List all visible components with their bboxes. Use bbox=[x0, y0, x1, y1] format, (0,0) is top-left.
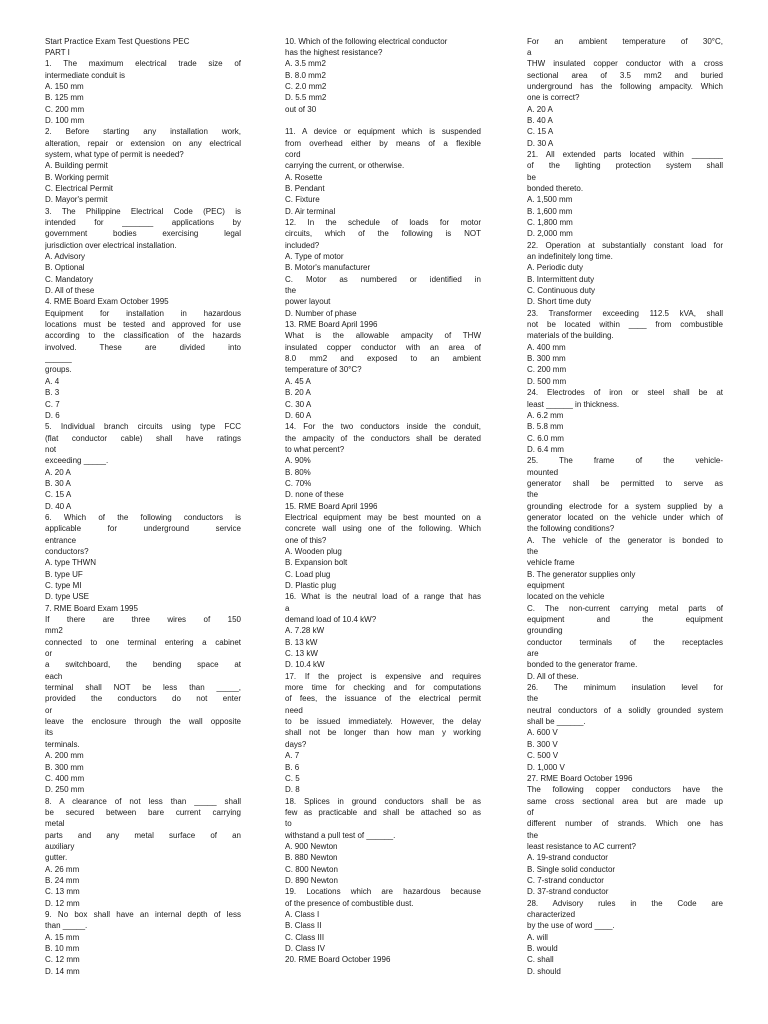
text-line: days? bbox=[285, 739, 307, 749]
text-line: A. Rosette bbox=[285, 172, 323, 182]
text-line: mm2 bbox=[45, 626, 63, 636]
text-line: the bbox=[527, 490, 539, 500]
text-line: C. shall bbox=[527, 955, 554, 965]
text-line: A. Periodic duty bbox=[527, 263, 584, 273]
text-line: C. 70% bbox=[285, 478, 312, 488]
text-line: 14. For the two conductors inside the conduit, bbox=[285, 422, 481, 432]
text-line: groups. bbox=[45, 365, 72, 375]
text-line: A. The vehicle of the generator is bonded to bbox=[527, 535, 723, 545]
text-line: C. 12 mm bbox=[45, 955, 80, 965]
text-line: B. 300 mm bbox=[527, 354, 566, 364]
text-line: C. 800 Newton bbox=[285, 864, 338, 874]
text-line: D. Air terminal bbox=[285, 206, 336, 216]
text-line: conductors? bbox=[45, 546, 89, 556]
text-line: C. 13 mm bbox=[45, 887, 80, 897]
text-line: or bbox=[45, 649, 53, 659]
text-line: B. 300 V bbox=[527, 739, 558, 749]
text-line: B. 5.8 mm bbox=[527, 422, 564, 432]
text-line: C. 500 V bbox=[527, 751, 559, 761]
text-line: D. 100 mm bbox=[45, 115, 85, 125]
text-line: few as practicable and shall be attached so as bbox=[285, 807, 481, 817]
text-line: 10. Which of the following electrical conductor bbox=[285, 36, 448, 46]
text-line: C. 7 bbox=[45, 399, 60, 409]
text-line: C. Mandatory bbox=[45, 274, 94, 284]
text-line: C. 6.0 mm bbox=[527, 433, 564, 443]
text-line: auxiliary bbox=[45, 841, 75, 851]
text-line: circuits, which of the following is NOT bbox=[285, 229, 481, 239]
text-line: A. 15 mm bbox=[45, 932, 80, 942]
text-line: involved. These are divided into bbox=[45, 342, 241, 352]
text-line: Start Practice Exam Test Questions PEC bbox=[45, 36, 190, 46]
text-line: D. All of these. bbox=[527, 671, 579, 681]
text-line: For an ambient temperature of 30°C, bbox=[527, 36, 723, 46]
text-line: temperature of 30°C? bbox=[285, 365, 362, 375]
text-line: C. The non-current carrying metal parts of bbox=[527, 603, 723, 613]
text-line: 17. If the project is expensive and requires bbox=[285, 671, 481, 681]
text-line: 5. Individual branch circuits using type FCC bbox=[45, 422, 241, 432]
text-line: 8. A clearance of not less than _____ shall bbox=[45, 796, 241, 806]
text-line: materials of the building. bbox=[527, 331, 614, 341]
text-line: A. 90% bbox=[285, 456, 311, 466]
text-line: withstand a pull test of ______. bbox=[285, 830, 396, 840]
text-line: 27. RME Board October 1996 bbox=[527, 773, 633, 783]
text-line: or bbox=[45, 705, 53, 715]
text-line: entrance bbox=[45, 535, 77, 545]
text-line: B. 20 A bbox=[285, 388, 311, 398]
text-line: need bbox=[285, 705, 303, 715]
text-line: B. 24 mm bbox=[45, 875, 80, 885]
text-line: B. Pendant bbox=[285, 183, 325, 193]
text-line: generator located on the vehicle under which of bbox=[527, 512, 723, 522]
text-line: A. 7.28 kW bbox=[285, 626, 325, 636]
text-line: C. 2.0 mm2 bbox=[285, 81, 327, 91]
column-2 bbox=[285, 36, 481, 966]
text-line: D. 12 mm bbox=[45, 898, 80, 908]
text-line: D. 6 bbox=[45, 410, 60, 420]
text-line: has the highest resistance? bbox=[285, 47, 383, 57]
text-line: the bbox=[527, 694, 539, 704]
text-line: A. 26 mm bbox=[45, 864, 80, 874]
text-line: B. 880 Newton bbox=[285, 853, 338, 863]
text-line: B. 80% bbox=[285, 467, 311, 477]
text-line: B. Motor's manufacturer bbox=[285, 263, 371, 273]
text-line: 28. Advisory rules in the Code are bbox=[527, 898, 723, 908]
text-line: A. Type of motor bbox=[285, 252, 344, 262]
text-line: included? bbox=[285, 240, 320, 250]
text-line: 7. RME Board Exam 1995 bbox=[45, 603, 138, 613]
text-line: B. Intermittent duty bbox=[527, 274, 595, 284]
text-line: to bbox=[285, 819, 292, 829]
text-line: 3. The Philippine Electrical Code (PEC) is bbox=[45, 206, 241, 216]
text-line: A. 400 mm bbox=[527, 342, 566, 352]
text-line: ______ bbox=[45, 354, 72, 364]
text-line: are bbox=[527, 649, 539, 659]
text-line: D. 10.4 kW bbox=[285, 660, 325, 670]
text-line: parts and any metal surface of an bbox=[45, 830, 241, 840]
text-line: than _____. bbox=[45, 921, 88, 931]
text-line: A. 45 A bbox=[285, 376, 311, 386]
text-line: B. Class II bbox=[285, 921, 322, 931]
text-line: D. 30 A bbox=[527, 138, 554, 148]
text-line: B. Expansion bolt bbox=[285, 558, 348, 568]
text-line: terminals. bbox=[45, 739, 80, 749]
text-line: A. 150 mm bbox=[45, 81, 84, 91]
text-line: according to the classification of the hazards bbox=[45, 331, 241, 341]
text-line: government bodies exercising legal bbox=[45, 229, 241, 239]
text-line: carrying the current, or otherwise. bbox=[285, 161, 405, 171]
text-line: the bbox=[527, 830, 539, 840]
text-line: different number of strands. Which one has bbox=[527, 819, 723, 829]
text-line: of fees, the issuance of the electrical permit bbox=[285, 694, 481, 704]
text-line bbox=[285, 115, 481, 126]
text-line: B. 1,600 mm bbox=[527, 206, 573, 216]
text-line: 1. The maximum electrical trade size of bbox=[45, 59, 241, 69]
text-line: D. 500 mm bbox=[527, 376, 567, 386]
text-line: B. would bbox=[527, 944, 558, 953]
text-line: B. 3 bbox=[45, 388, 60, 398]
text-line: C. 5 bbox=[285, 773, 300, 783]
text-line: B. 300 mm bbox=[45, 762, 84, 772]
text-line: D. 37-strand conductor bbox=[527, 887, 609, 897]
text-line: least ______ in thickness. bbox=[527, 399, 620, 409]
text-line: A. 900 Newton bbox=[285, 841, 338, 851]
text-line: applicable for underground service bbox=[45, 524, 241, 534]
text-line: C. Electrical Permit bbox=[45, 183, 114, 193]
text-line: C. 15 A bbox=[527, 127, 554, 137]
text-line: A. 20 A bbox=[45, 467, 71, 477]
text-line: B. Optional bbox=[45, 263, 85, 273]
text-line: intended for _______ applications by bbox=[45, 218, 241, 227]
text-line: gutter. bbox=[45, 853, 68, 863]
text-line: out of 30 bbox=[285, 104, 317, 114]
text-line: B. type UF bbox=[45, 569, 83, 579]
text-line: D. 2,000 mm bbox=[527, 229, 573, 239]
text-line: A. 6.2 mm bbox=[527, 410, 564, 420]
text-line: vehicle frame bbox=[527, 558, 575, 568]
text-line: A. type THWN bbox=[45, 558, 96, 568]
text-line: A. 20 A bbox=[527, 104, 553, 114]
text-line: D. type USE bbox=[45, 592, 90, 602]
text-line: C. Load plug bbox=[285, 569, 331, 579]
text-line: D. 8 bbox=[285, 785, 300, 795]
text-line: grounding electrode for a system supplied by a bbox=[527, 501, 723, 511]
text-line: C. 200 mm bbox=[45, 104, 85, 114]
text-line: D. 6.4 mm bbox=[527, 444, 564, 454]
text-line: 15. RME Board April 1996 bbox=[285, 501, 378, 511]
text-line: A. Wooden plug bbox=[285, 546, 342, 556]
text-line: D. 5.5 mm2 bbox=[285, 93, 327, 103]
text-line: bonded thereto. bbox=[527, 183, 584, 193]
text-line: cord bbox=[285, 149, 301, 159]
text-line: its bbox=[45, 728, 53, 738]
text-line: be secured between bare current carrying bbox=[45, 807, 241, 817]
text-line: A. Building permit bbox=[45, 161, 108, 171]
text-line: THW insulated copper conductor with a cross bbox=[527, 59, 723, 69]
text-line: B. Single solid conductor bbox=[527, 864, 616, 874]
text-line: grounding bbox=[527, 626, 563, 636]
text-line: C. 7-strand conductor bbox=[527, 875, 604, 885]
text-line: 22. Operation at substantially constant load for bbox=[527, 240, 723, 250]
text-line: shall not be longer than how man y working bbox=[285, 728, 481, 738]
text-line: B. 30 A bbox=[45, 478, 71, 488]
text-line: sectional area of 3.5 mm2 and buried bbox=[527, 70, 723, 80]
text-line: 26. The minimum insulation level for bbox=[527, 683, 723, 693]
text-line: 24. Electrodes of iron or steel shall be at bbox=[527, 388, 723, 398]
text-line: A. 7 bbox=[285, 751, 300, 761]
text-line: D. 60 A bbox=[285, 410, 312, 420]
text-line: 25. The frame of the vehicle- bbox=[527, 456, 723, 466]
text-line: B. 8.0 mm2 bbox=[285, 70, 326, 80]
text-line: The following copper conductors have the bbox=[527, 785, 723, 795]
text-line: of bbox=[527, 807, 534, 817]
text-line: 11. A device or equipment which is suspended bbox=[285, 127, 481, 137]
text-line: a switchboard, the bending space at bbox=[45, 660, 241, 670]
text-line: A. Class I bbox=[285, 909, 320, 919]
text-line: B. 6 bbox=[285, 762, 300, 772]
text-line: C. 15 A bbox=[45, 490, 72, 500]
text-line: D. All of these bbox=[45, 286, 95, 296]
text-line: 6. Which of the following conductors is bbox=[45, 512, 241, 522]
text-line: 12. In the schedule of loads for motor bbox=[285, 218, 481, 227]
text-line: D. none of these bbox=[285, 490, 344, 500]
text-line: of the presence of combustible dust. bbox=[285, 898, 414, 908]
text-line: 2. Before starting any installation work, bbox=[45, 127, 241, 137]
text-line: 9. No box shall have an internal depth of less bbox=[45, 909, 241, 919]
text-line: 4. RME Board Exam October 1995 bbox=[45, 297, 169, 307]
text-line: D. Number of phase bbox=[285, 308, 357, 318]
text-line: C. 13 kW bbox=[285, 649, 318, 659]
text-line: an indefinitely long time. bbox=[527, 252, 613, 262]
text-line: A. 600 V bbox=[527, 728, 558, 738]
text-line: connected to one terminal entering a cabinet bbox=[45, 637, 241, 647]
text-line: mounted bbox=[527, 467, 559, 477]
text-line: D. should bbox=[527, 966, 561, 976]
text-line: intermediate conduit is bbox=[45, 70, 126, 80]
text-line: generator shall be permitted to serve as bbox=[527, 478, 723, 488]
text-line: one of this? bbox=[285, 535, 327, 545]
text-line: A. 3.5 mm2 bbox=[285, 59, 326, 69]
text-line: to be issued immediately. However, the delay bbox=[285, 717, 481, 727]
text-line: C. 400 mm bbox=[45, 773, 85, 783]
text-line: D. 1,000 V bbox=[527, 762, 565, 772]
text-line: a bbox=[527, 47, 532, 57]
text-line: least resistance to AC current? bbox=[527, 841, 636, 851]
text-line: Equipment for installation in hazardous bbox=[45, 308, 241, 318]
text-line: C. 1,800 mm bbox=[527, 218, 573, 227]
text-line: 16. What is the neutral load of a range that has bbox=[285, 592, 481, 602]
text-line: jurisdiction over electrical installation. bbox=[45, 240, 177, 250]
text-line: system, what type of permit is needed? bbox=[45, 149, 184, 159]
text-line: terminal shall NOT be less than _____, bbox=[45, 683, 241, 693]
text-line: C. Class III bbox=[285, 932, 325, 942]
text-line: the following conditions? bbox=[527, 524, 615, 534]
text-line: conductor terminals of the receptacles bbox=[527, 637, 723, 647]
text-line: exceeding _____. bbox=[45, 456, 109, 466]
text-line: B. Working permit bbox=[45, 172, 109, 182]
text-line: equipment and the equipment bbox=[527, 615, 723, 625]
text-line: D. 40 A bbox=[45, 501, 72, 511]
text-line: D. Mayor's permit bbox=[45, 195, 108, 205]
text-line: not bbox=[45, 444, 57, 454]
text-line: the ampacity of the conductors shall be derated bbox=[285, 433, 481, 443]
text-line: What is the allowable ampacity of THW bbox=[285, 331, 481, 341]
text-line: B. The generator supplies only bbox=[527, 569, 636, 579]
text-line: to what percent? bbox=[285, 444, 345, 454]
text-line: concrete wall using one of the following. Which bbox=[285, 524, 481, 534]
text-line: insulated copper conductor with an area of bbox=[285, 342, 481, 352]
text-line: B. 125 mm bbox=[45, 93, 84, 103]
text-line: A. will bbox=[527, 932, 548, 942]
text-line: B. 40 A bbox=[527, 115, 553, 125]
text-line: C. type MI bbox=[45, 581, 82, 590]
text-line: underground has the following ampacity. Which bbox=[527, 81, 723, 91]
text-line: characterized bbox=[527, 909, 576, 919]
text-line: D. Class IV bbox=[285, 944, 326, 953]
text-line: one is correct? bbox=[527, 93, 580, 103]
text-line: D. 890 Newton bbox=[285, 875, 338, 885]
text-line: B. 10 mm bbox=[45, 944, 80, 953]
text-line: the bbox=[285, 286, 297, 296]
text-line: A. 4 bbox=[45, 376, 60, 386]
text-line: A. 200 mm bbox=[45, 751, 84, 761]
text-line: each bbox=[45, 671, 63, 681]
text-line: by the use of word ____. bbox=[527, 921, 615, 931]
text-line: shall be ______. bbox=[527, 717, 586, 727]
text-line: D. 14 mm bbox=[45, 966, 80, 976]
text-line: Electrical equipment may be best mounted on a bbox=[285, 512, 481, 522]
text-line: located on the vehicle bbox=[527, 592, 605, 602]
text-line: 21. All extended parts located within _______ bbox=[527, 149, 723, 159]
text-line: more time for checking and for computations bbox=[285, 683, 481, 693]
text-line: If there are three wires of 150 bbox=[45, 615, 241, 625]
text-line: C. Motor as numbered or identified in bbox=[285, 274, 481, 284]
text-line: locations must be tested and approved for use bbox=[45, 320, 241, 330]
text-line: same cross sectional area but are made up bbox=[527, 796, 723, 806]
text-line: D. Plastic plug bbox=[285, 581, 337, 590]
text-line: 8.0 mm2 and exposed to an ambient bbox=[285, 354, 481, 364]
text-line: 19. Locations which are hazardous because bbox=[285, 887, 481, 897]
text-line: the bbox=[527, 546, 539, 556]
text-line: provided the conductors do not enter bbox=[45, 694, 241, 704]
text-line: C. 200 mm bbox=[527, 365, 567, 375]
text-line: A. Advisory bbox=[45, 252, 86, 262]
column-3 bbox=[527, 36, 723, 978]
text-line: 20. RME Board October 1996 bbox=[285, 955, 391, 965]
text-line: metal bbox=[45, 819, 65, 829]
text-line: equipment bbox=[527, 581, 565, 590]
text-line: alteration, repair or extension on any electrical bbox=[45, 138, 241, 148]
text-line: demand load of 10.4 kW? bbox=[285, 615, 377, 625]
text-line: not be located within ____ from combustible bbox=[527, 320, 723, 330]
text-line: (flat conductor cable) shall have ratings bbox=[45, 433, 241, 443]
text-line: C. Fixture bbox=[285, 195, 320, 205]
column-1 bbox=[45, 36, 241, 978]
text-line: be bbox=[527, 172, 536, 182]
text-line: B. 13 kW bbox=[285, 637, 318, 647]
text-line: D. 250 mm bbox=[45, 785, 85, 795]
text-line: A. 1,500 mm bbox=[527, 195, 573, 205]
text-line: 18. Splices in ground conductors shall be as bbox=[285, 796, 481, 806]
text-line: A. 19-strand conductor bbox=[527, 853, 608, 863]
text-line: bonded to the generator frame. bbox=[527, 660, 638, 670]
text-line: of the lighting protection system shall bbox=[527, 161, 723, 171]
text-line: leave the enclosure through the wall opposite bbox=[45, 717, 241, 727]
text-line: D. Short time duty bbox=[527, 297, 592, 307]
text-line: C. 30 A bbox=[285, 399, 312, 409]
text-line: C. Continuous duty bbox=[527, 286, 596, 296]
text-line: a bbox=[285, 603, 290, 613]
text-line: from overhead either by means of a flexible bbox=[285, 138, 481, 148]
text-line: neutral conductors of a solidly grounded system bbox=[527, 705, 723, 715]
text-line: 13. RME Board April 1996 bbox=[285, 320, 378, 330]
text-line: power layout bbox=[285, 297, 331, 307]
text-line: PART I bbox=[45, 47, 70, 57]
text-line: 23. Transformer exceeding 112.5 kVA, shall bbox=[527, 308, 723, 318]
